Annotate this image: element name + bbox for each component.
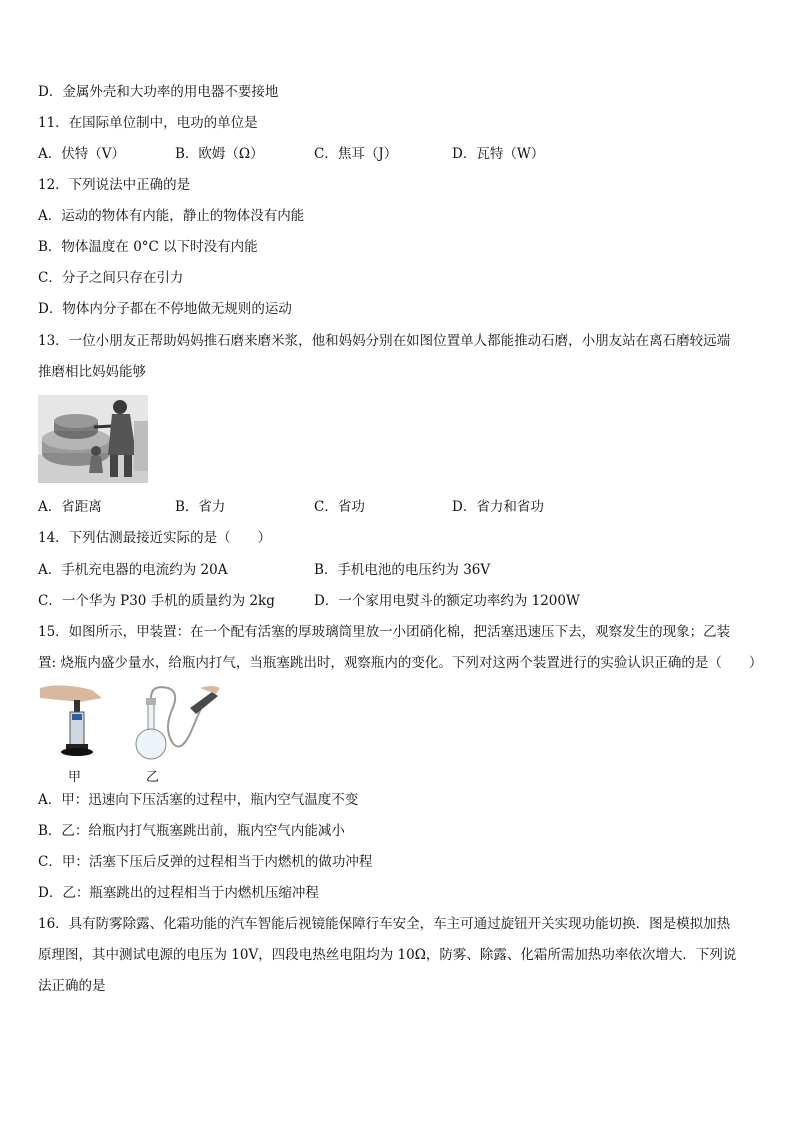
q14-stem: 14．下列估测最接近实际的是（ ） bbox=[38, 530, 272, 546]
q12-stem: 12．下列说法中正确的是 bbox=[38, 177, 191, 193]
q11-option-b: B．欧姆（Ω） bbox=[175, 146, 264, 162]
q16-stem-line3: 法正确的是 bbox=[38, 978, 106, 994]
q13-stem-line1: 13．一位小朋友正帮助妈妈推石磨来磨米浆，他和妈妈分别在如图位置单人都能推动石磨，小朋友站在离石磨较远端 bbox=[38, 333, 731, 349]
q15-figure bbox=[40, 684, 220, 764]
q15-option-b: B．乙：给瓶内打气瓶塞跳出前，瓶内空气内能减小 bbox=[38, 823, 345, 839]
q15-stem-line2: 置: 烧瓶内盛少量水，给瓶内打气，当瓶塞跳出时，观察瓶内的变化。下列对这两个装置进行的实验认识正确的是（ ） bbox=[38, 655, 763, 671]
q11-options bbox=[38, 145, 758, 163]
q15-option-a: A．甲：迅速向下压活塞的过程中，瓶内空气温度不变 bbox=[38, 792, 359, 808]
q13-option-d: D．省力和省功 bbox=[452, 499, 544, 515]
q16-stem-line2: 原理图，其中测试电源的电压为 10V，四段电热丝电阻均为 10Ω，防雾、除露、化霜所需加热功率依次增大．下列说 bbox=[38, 947, 737, 963]
figure-label-yi: 乙 bbox=[146, 770, 160, 785]
q11-option-d: D．瓦特（W） bbox=[452, 146, 545, 162]
q15-option-c: C．甲：活塞下压后反弹的过程相当于内燃机的做功冲程 bbox=[38, 854, 373, 870]
q13-option-a: A．省距离 bbox=[38, 499, 102, 515]
q11-option-c: C．焦耳（J） bbox=[314, 146, 398, 162]
q14-options-row1 bbox=[38, 561, 758, 579]
q11-option-a: A．伏特（V） bbox=[38, 146, 125, 162]
q13-option-c: C．省功 bbox=[314, 499, 365, 515]
q12-option-a: A．运动的物体有内能，静止的物体没有内能 bbox=[38, 208, 305, 224]
q14-option-b: B．手机电池的电压约为 36V bbox=[314, 562, 491, 578]
q16-stem-line1: 16．具有防雾除露、化霜功能的汽车智能后视镜能保障行车安全，车主可通过旋钮开关实现功能切换．图是模拟加热 bbox=[38, 916, 731, 932]
q12-option-b: B．物体温度在 0°C 以下时没有内能 bbox=[38, 239, 258, 255]
q14-option-c: C．一个华为 P30 手机的质量约为 2kg bbox=[38, 593, 275, 609]
q10-option-d: D．金属外壳和大功率的用电器不要接地 bbox=[38, 84, 279, 100]
figure-label-jia: 甲 bbox=[68, 770, 82, 785]
q14-options-row2 bbox=[38, 592, 758, 610]
q13-stem-line2: 推磨相比妈妈能够 bbox=[38, 364, 146, 380]
millstone-figure bbox=[38, 395, 148, 483]
q14-option-d: D．一个家用电熨斗的额定功率约为 1200W bbox=[314, 593, 580, 609]
q15-option-d: D．乙：瓶塞跳出的过程相当于内燃机压缩冲程 bbox=[38, 885, 319, 901]
q13-options bbox=[38, 498, 758, 516]
q12-option-c: C．分子之间只存在引力 bbox=[38, 270, 184, 286]
q14-option-a: A．手机充电器的电流约为 20A bbox=[38, 562, 228, 578]
q15-stem-line1: 15．如图所示，甲装置：在一个配有活塞的厚玻璃筒里放一小团硝化棉，把活塞迅速压下去，观察发生的现象；乙装 bbox=[38, 624, 731, 640]
q12-option-d: D．物体内分子都在不停地做无规则的运动 bbox=[38, 301, 292, 317]
q11-stem: 11．在国际单位制中，电功的单位是 bbox=[38, 115, 258, 131]
q13-option-b: B．省力 bbox=[175, 499, 226, 515]
